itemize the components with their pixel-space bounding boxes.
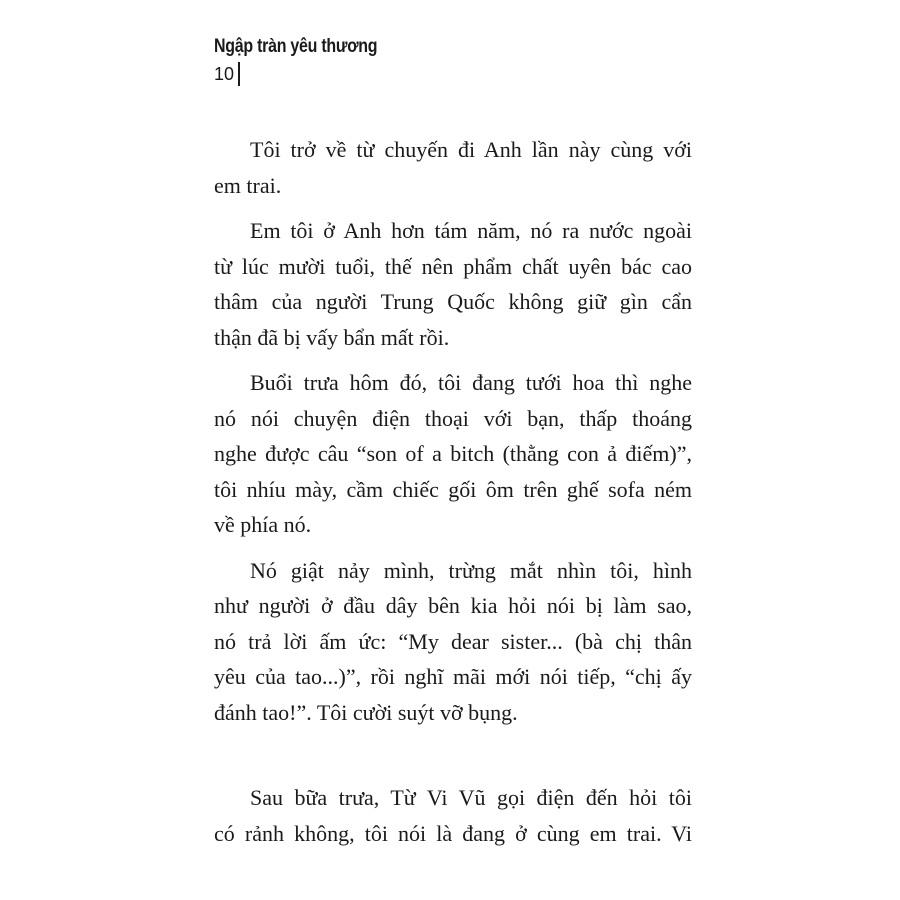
page-number-rule [238,62,240,86]
page-number: 10 [214,64,235,84]
text-line: đánh tao!”. Tôi cười suýt vỡ bụng. [214,699,518,725]
text-line: thâm của người Trung Quốc không giữ gìn cẩn [214,289,692,314]
text-line: từ lúc mười tuổi, thế nên phẩm chất uyên bác cao [214,253,692,279]
text-line: Sau bữa trưa, Từ Vi Vũ gọi điện đến hỏi tôi [250,785,692,810]
text-line: như người ở đầu dây bên kia hỏi nói bị làm sao, [214,593,692,618]
text-line: em trai. [214,172,282,198]
page-number-row [214,62,408,86]
paragraph-3 [214,365,692,543]
text-line: tôi nhíu mày, cầm chiếc gối ôm trên ghế sofa ném [214,476,692,502]
book-title: Ngập tràn yêu thương [214,36,378,57]
paragraph-1 [214,132,692,203]
text-line: Em tôi ở Anh hơn tám năm, nó ra nước ngoài [250,218,692,243]
text-line: nghe được câu “son of a bitch (thằng con ả điếm)”, [214,441,692,466]
section-break [214,740,692,780]
text-line: thận đã bị vấy bẩn mất rồi. [214,324,450,350]
paragraph-5 [214,780,692,851]
paragraph-4 [214,553,692,731]
text-line: Nó giật nảy mình, trừng mắt nhìn tôi, hình [250,557,692,583]
text-line: nó trả lời ấm ức: “My dear sister... (bà chị thân [214,628,692,654]
body-text [214,132,692,861]
text-line: Buổi trưa hôm đó, tôi đang tưới hoa thì nghe [250,370,692,395]
text-line: về phía nó. [214,512,312,537]
text-line: Tôi trở về từ chuyến đi Anh lần này cùng với [250,137,692,162]
paragraph-2 [214,213,692,355]
text-line: yêu của tao...)”, rồi nghĩ mãi mới nói tiếp, “chị ấy [214,664,692,689]
running-header [214,36,408,86]
text-line: có rảnh không, tôi nói là đang ở cùng em trai. Vi [214,820,692,846]
text-line: nó nói chuyện điện thoại với bạn, thấp thoáng [214,405,692,431]
